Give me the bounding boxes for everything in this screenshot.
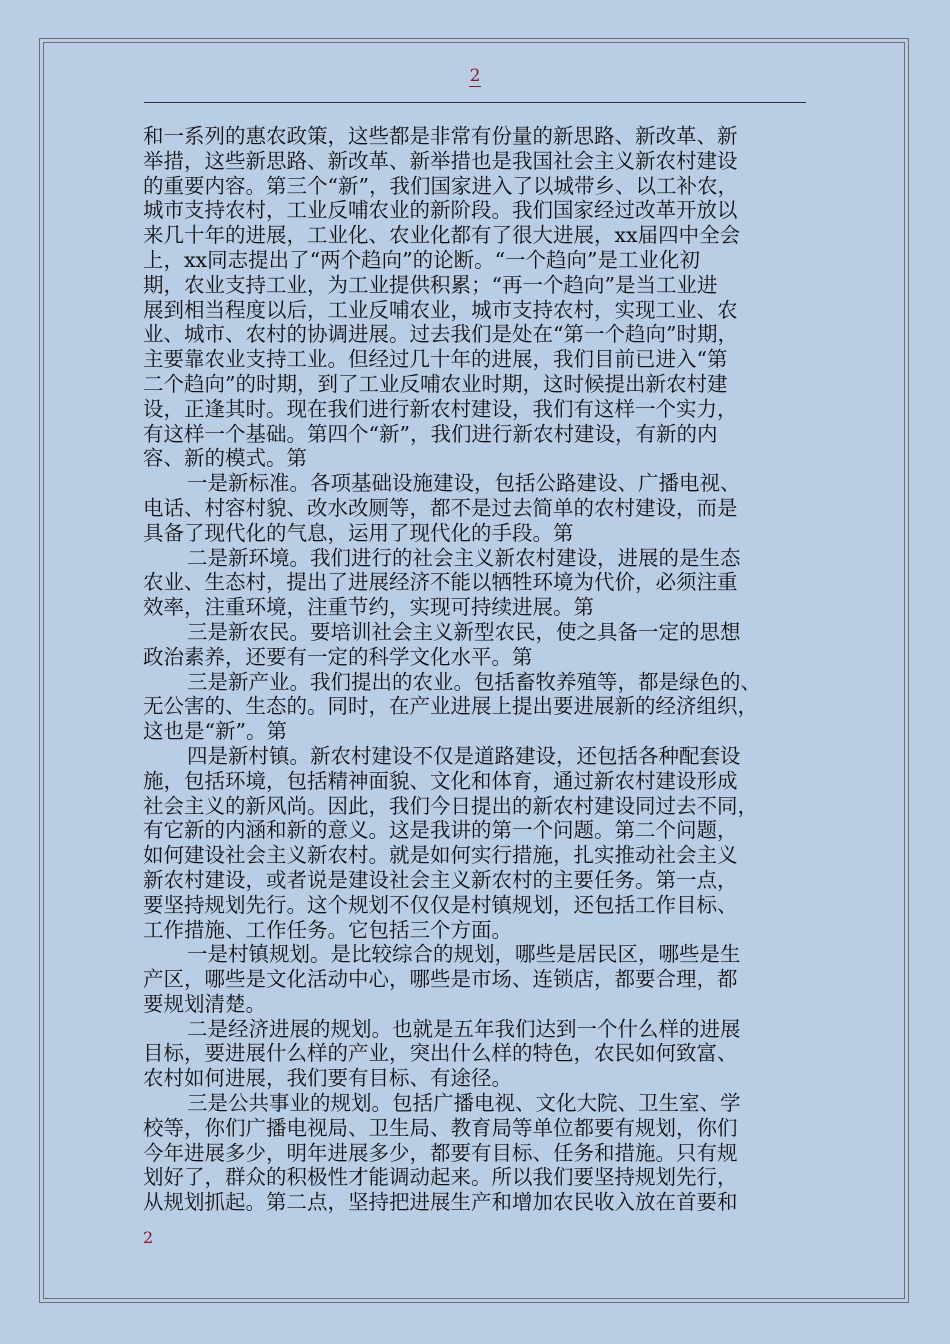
text-line: 电话、村容村貌、改水改厕等，都不是过去简单的农村建设，而是 [143, 495, 738, 520]
text-line: 二是经济进展的规划。也就是五年我们达到一个什么样的进展 [187, 1016, 741, 1041]
text-line: 农业、生态村，提出了进展经济不能以牺牲环境为代价，必须注重 [143, 570, 738, 595]
text-line: 三是新产业。我们提出的农业。包括畜牧养殖等，都是绿色的、 [187, 669, 761, 694]
text-line: 产区，哪些是文化活动中心，哪些是市场、连锁店，都要合理，都 [143, 967, 738, 992]
text-line: 主要靠农业支持工业。但经过几十年的进展，我们目前已进入“第 [143, 347, 728, 372]
text-line: 从规划抓起。第二点，坚持把进展生产和增加农民收入放在首要和 [143, 1190, 738, 1215]
text-line: 如何建设社会主义新农村。就是如何实行措施，扎实推动社会主义 [143, 843, 738, 868]
text-line: 容、新的模式。第 [143, 446, 307, 471]
text-line: 一是村镇规划。是比较综合的规划，哪些是居民区，哪些是生 [187, 942, 741, 967]
text-line: 三是公共事业的规划。包括广播电视、文化大院、卫生室、学 [187, 1091, 741, 1116]
text-line: 要规划清楚。 [143, 991, 266, 1016]
text-line: 无公害的、生态的。同时，在产业进展上提出要进展新的经济组织， [143, 694, 758, 719]
text-line: 划好了，群众的积极性才能调动起来。所以我们要坚持规划先行， [143, 1165, 738, 1190]
text-line: 期，农业支持工业，为工业提供积累；“再一个趋向”是当工业进 [143, 272, 718, 297]
text-line: 新农村建设，或者说是建设社会主义新农村的主要任务。第一点， [143, 867, 738, 892]
text-line: 三是新农民。要培训社会主义新型农民，使之具备一定的思想 [187, 619, 741, 644]
text-line: 政治素养，还要有一定的科学文化水平。第 [143, 644, 533, 669]
text-line: 业、城市、农村的协调进展。过去我们是处在“第一个趋向”时期， [143, 322, 738, 347]
text-line: 的重要内容。第三个“新”，我们国家进入了以城带乡、以工补农， [143, 173, 738, 198]
header-page-number [0, 66, 950, 86]
text-line: 农村如何进展，我们要有目标、有途径。 [143, 1066, 512, 1091]
text-line: 这也是“新”。第 [143, 719, 287, 744]
header-page-number-text: 2 [469, 66, 481, 86]
text-line: 二个趋向”的时期，到了工业反哺农业时期，这时候提出新农村建 [143, 371, 728, 396]
text-line: 展到相当程度以后，工业反哺农业，城市支持农村，实现工业、农 [143, 297, 738, 322]
text-line: 今年进展多少，明年进展多少，都要有目标、任务和措施。只有规 [143, 1140, 738, 1165]
text-line: 要坚持规划先行。这个规划不仅仅是村镇规划，还包括工作目标、 [143, 892, 738, 917]
body-text [143, 124, 823, 1215]
text-line: 有它新的内涵和新的意义。这是我讲的第一个问题。第二个问题， [143, 818, 738, 843]
text-line: 施，包括环境，包括精神面貌、文化和体育，通过新农村建设形成 [143, 768, 738, 793]
text-line: 具备了现代化的气息，运用了现代化的手段。第 [143, 520, 574, 545]
text-line: 工作措施、工作任务。它包括三个方面。 [143, 917, 512, 942]
text-line: 来几十年的进展，工业化、农业化都有了很大进展，xx届四中全会 [143, 223, 741, 248]
text-line: 设，正逢其时。现在我们进行新农村建设，我们有这样一个实力， [143, 396, 738, 421]
text-line: 举措，这些新思路、新改革、新举措也是我国社会主义新农村建设 [143, 148, 738, 173]
text-line: 有这样一个基础。第四个“新”，我们进行新农村建设，有新的内 [143, 421, 718, 446]
text-line: 社会主义的新风尚。因此，我们今日提出的新农村建设同过去不同， [143, 793, 758, 818]
footer-page-number: 2 [143, 1228, 154, 1247]
text-line: 四是新村镇。新农村建设不仅是道路建设，还包括各种配套设 [187, 743, 741, 768]
text-line: 目标，要进展什么样的产业，突出什么样的特色，农民如何致富、 [143, 1041, 738, 1066]
text-line: 校等，你们广播电视局、卫生局、教育局等单位都要有规划，你们 [143, 1115, 738, 1140]
text-line: 上，xx同志提出了“两个趋向”的论断。“一个趋向”是工业化初 [143, 247, 701, 272]
header-divider [144, 102, 806, 103]
text-line: 一是新标准。各项基础设施建设，包括公路建设、广播电视、 [187, 471, 741, 496]
text-line: 效率，注重环境，注重节约，实现可持续进展。第 [143, 595, 594, 620]
text-line: 城市支持农村，工业反哺农业的新阶段。我们国家经过改革开放以 [143, 198, 738, 223]
text-line: 和一系列的惠农政策，这些都是非常有份量的新思路、新改革、新 [143, 124, 738, 148]
text-line: 二是新环境。我们进行的社会主义新农村建设，进展的是生态 [187, 545, 741, 570]
